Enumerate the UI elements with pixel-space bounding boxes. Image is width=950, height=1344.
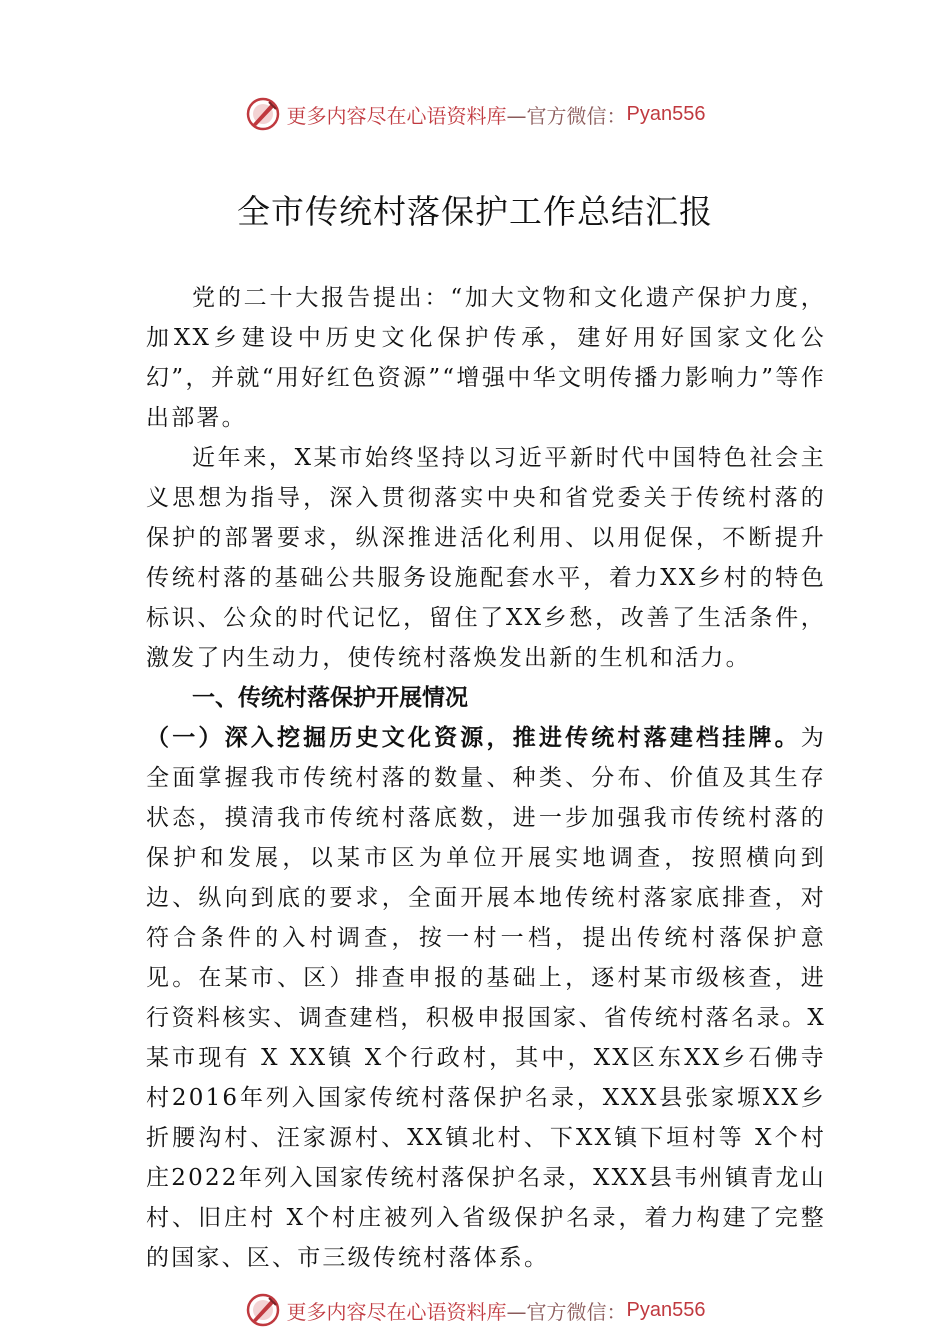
banner-separator-text: —官方微信： <box>506 103 627 128</box>
paragraph-subsection-1 <box>146 718 826 1278</box>
quill-seal-icon <box>245 96 281 132</box>
banner-separator-text: —官方微信： <box>506 1299 627 1324</box>
banner-wechat-id: Pyan556 <box>626 1298 706 1321</box>
subsection-heading-1: （一）深入挖掘历史文化资源，推进传统村落建档挂牌。 <box>146 724 801 751</box>
paragraph-intro: 党的二十大报告提出：“加大文物和文化遗产保护力度，加XX乡建设中历史文化保护传承，建好用好国家文化公幻”，并就“用好红色资源”“增强中华文明传播力影响力”等作出部署。 <box>146 285 826 431</box>
paragraph-overview: 近年来，X某市始终坚持以习近平新时代中国特色社会主义思想为指导，深入贯彻落实中央和省党委关于传统村落的保护的部署要求，纵深推进活化利用、以用促保，不断提升传统村落的基础公共服务设施配套水平，着力XX乡村的特色标识、公众的时代记忆，留住了XX乡愁，改善了生活条件，激发了内生动力，使传统村落焕发出新的生机和活力。 <box>146 445 826 671</box>
section-heading-1: 一、传统村落保护开展情况 <box>192 685 468 711</box>
footer-watermark-banner <box>0 1290 950 1330</box>
subsection-1-text: 为全面掌握我市传统村落的数量、种类、分布、价值及其生存状态，摸清我市传统村落底数，进一步加强我市传统村落的保护和发展，以某市区为单位开展实地调查，按照横向到边、纵向到底的要求，全面开展本地传统村落家底排查，对符合条件的入村调查，按一村一档，提出传统村落保护意见。在某市、区）排查申报的基础上，逐村某市级核查，进行资料核实、调查建档，积极申报国家、省传统村落名录。X某市现有 X XX镇 X个行政村，其中，XX区东XX乡石佛寺村2016年列入国家传统村落保护名录，XXX县张家塬XX乡折腰沟村、汪家源村、XX镇北村、下XX镇下垣村等 X个村庄2022年列入国家传统村落保护名录，XXX县韦州镇青龙山村、旧庄村 X个村庄被列入省级保护名录，着力构建了完整的国家、区、市三级传统村落体系。 <box>146 725 826 1271</box>
banner-brand-text: 更多内容尽在心语资料库 <box>286 1299 507 1324</box>
header-watermark-banner <box>0 94 950 134</box>
document-title: 全市传统村落保护工作总结汇报 <box>237 192 713 231</box>
document-body <box>146 278 826 1278</box>
banner-brand-text: 更多内容尽在心语资料库 <box>286 103 507 128</box>
quill-seal-icon <box>245 1292 281 1328</box>
banner-wechat-id: Pyan556 <box>626 102 706 125</box>
